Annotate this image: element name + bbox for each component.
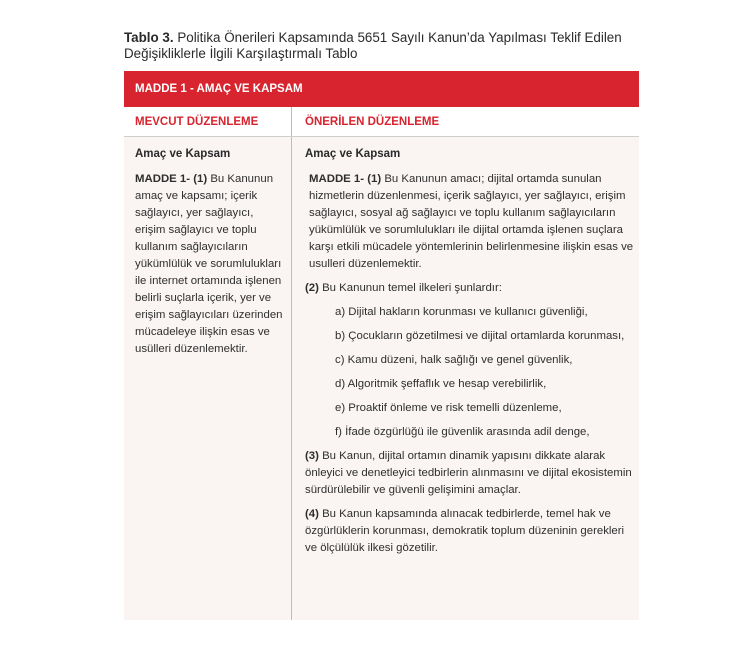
list-item: c) Kamu düzeni, halk sağlığı ve genel güvenlik, bbox=[335, 354, 573, 366]
table-caption bbox=[124, 30, 644, 62]
caption-text: Politika Önerileri Kapsamında 5651 Sayılı Kanun’da Yapılması Teklif Edilen Değişikliklerle İlgili Karşılaştırmalı Tablo bbox=[124, 30, 622, 61]
proposed-column bbox=[292, 137, 639, 620]
list-item: b) Çocukların gözetilmesi ve dijital ortamlarda korunması, bbox=[335, 330, 625, 342]
current-article bbox=[135, 171, 283, 358]
p4-lead: (4) bbox=[305, 508, 319, 520]
table-banner: MADDE 1 - AMAÇ VE KAPSAM bbox=[124, 71, 639, 107]
p1-text: Bu Kanunun amacı; dijital ortamda sunulan hizmetlerin düzenlenmesi, içerik sağlayıcı, yer sağlayıcı, erişim sağlayıcı, sosyal ağ sağlayıcı ve toplu kullanım sağlayıcıların yükümlülük ve sorumlulukları ile dijital ortamda işlenen suçlara karşı etkili mücadele yöntemlerinin belirlenmesine ilişkin esas ve usulleri düzenlemektir. bbox=[309, 173, 634, 270]
list-item: e) Proaktif önleme ve risk temelli düzenleme, bbox=[335, 402, 562, 414]
p2-text: Bu Kanunun temel ilkeleri şunlardır: bbox=[318, 282, 502, 294]
table-body-row bbox=[124, 137, 639, 620]
p3-text: Bu Kanun, dijital ortamın dinamik yapısını dikkate alarak önleyici ve denetleyici tedbirlerin alınmasını ve dijital ekosistemin sürdürülebilir ve güvenli gelişimini amaçlar. bbox=[305, 450, 632, 496]
p4-text: Bu Kanun kapsamında alınacak tedbirlerde, temel hak ve özgürlüklerin korunması, demokratik toplum düzeninin gerekleri ve ölçülülük ilkesi gözetilir. bbox=[305, 508, 625, 554]
current-column bbox=[124, 137, 292, 620]
list-item: f) İfade özgürlüğü ile güvenlik arasında adil denge, bbox=[335, 426, 590, 438]
header-proposed: ÖNERİLEN DÜZENLEME bbox=[305, 115, 440, 128]
proposed-paragraph-3 bbox=[305, 448, 635, 499]
current-subtitle: Amaç ve Kapsam bbox=[135, 148, 231, 160]
p2-lead: (2) bbox=[305, 282, 319, 294]
proposed-subtitle: Amaç ve Kapsam bbox=[305, 148, 401, 160]
p3-lead: (3) bbox=[305, 450, 319, 462]
list-item: d) Algoritmik şeffaflık ve hesap verebilirlik, bbox=[335, 378, 547, 390]
principles-list bbox=[305, 304, 635, 441]
list-item: a) Dijital hakların korunması ve kullanıcı güvenliği, bbox=[335, 306, 588, 318]
proposed-paragraph-1 bbox=[305, 171, 635, 273]
table-header-row bbox=[124, 107, 639, 137]
header-current: MEVCUT DÜZENLEME bbox=[124, 107, 292, 136]
comparison-table bbox=[124, 71, 639, 620]
proposed-paragraph-2 bbox=[305, 280, 635, 297]
current-article-lead: MADDE 1- (1) bbox=[135, 173, 208, 185]
caption-label: Tablo 3. bbox=[124, 30, 174, 45]
proposed-paragraph-4 bbox=[305, 506, 635, 557]
current-article-text: Bu Kanunun amaç ve kapsamı; içerik sağlayıcı, yer sağlayıcı, erişim sağlayıcı ve toplu kullanım sağlayıcıların yükümlülük ve sorumlulukları ile internet ortamında işlenen belirli suçlarla içerik, yer ve erişim sağlayıcıları üzerinden mücadeleye ilişkin esas ve usülleri düzenlemektir. bbox=[135, 173, 283, 355]
p1-lead: MADDE 1- (1) bbox=[309, 173, 382, 185]
